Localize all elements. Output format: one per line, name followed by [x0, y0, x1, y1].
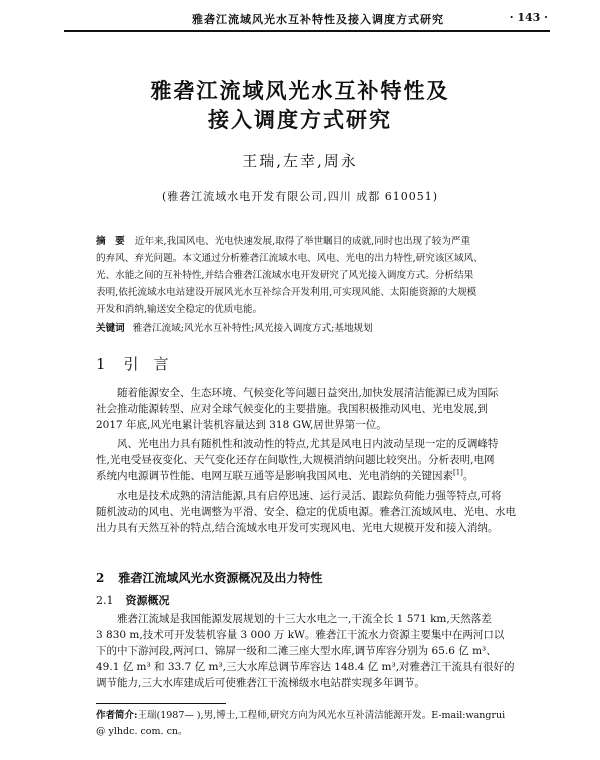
- abstract-line-3: 光、水能之间的互补特性,并结合雅砻江流域水电开发研究了风光接入调度方式。分析结果: [96, 270, 474, 281]
- abstract-label: 摘 要: [96, 236, 125, 247]
- footnote-line-1: [96, 708, 552, 724]
- footnote-text-1: 王瑞(1987— ),男,博士,工程师,研究方向为风光水互补清洁能源开发。E-mail:wangrui: [137, 710, 506, 721]
- citation-ref: [1]: [453, 468, 463, 477]
- intro-p2-line-1: 风、光电出力具有随机性和波动性的特点,尤其是风电日内波动呈现一定的反调峰特: [117, 438, 499, 450]
- abstract-line-5: 开发和消纳,输送安全稳定的优质电能。: [96, 304, 263, 315]
- resource-p1-line-3: 下的中下游河段,两河口、锦屏一级和二滩三座大型水库,调节库容分别为 65.6 亿 m³、: [96, 645, 497, 657]
- intro-p1-line-3: 2017 年底,风光电累计装机容量达到 318 GW,居世界第一位。: [96, 419, 387, 431]
- subsection-2-1-number: 2.1: [96, 594, 114, 607]
- paper-title-line-1: 雅砻江流域风光水互补特性及: [150, 79, 450, 103]
- footnote-label: 作者简介:: [96, 710, 138, 721]
- page-number: · 143 ·: [509, 11, 548, 24]
- keywords: [96, 320, 546, 334]
- intro-p2-line-3-text: 系统内电源调节性能、电网互联互通等是影响我国风电、光电消纳的关键因素: [96, 470, 453, 482]
- resource-p1-line-2: 3 830 m,技术可开发装机容量 3 000 万 kW。雅砻江干流水力资源主要集中在两河口以: [96, 629, 505, 641]
- section-2-heading: [96, 569, 322, 586]
- intro-p2-end: 。: [462, 470, 474, 482]
- running-title: 雅砻江流域风光水互补特性及接入调度方式研究: [192, 13, 444, 26]
- authors: 王瑞,左幸,周永: [242, 152, 358, 170]
- intro-p1-line-2: 社会推动能源转型、应对全球气候变化的主要措施。我国积极推动风电、光电发展,到: [96, 403, 488, 415]
- section-2-title: 雅砻江流域风光水资源概况及出力特性: [118, 571, 323, 585]
- intro-p2-line-2: 性,光电受昼夜变化、天气变化还存在间歇性,大规模消纳问题比较突出。分析表明,电网: [96, 454, 495, 466]
- resource-p1-line-4: 49.1 亿 m³ 和 33.7 亿 m³,三大水库总调节库容达 148.4 亿 m³,对雅砻江干流具有很好的: [96, 661, 515, 673]
- footnote-divider: [96, 703, 226, 704]
- resource-p1-line-5: 调节能力,三大水库建成后可使雅砻江干流梯级水电站群实现多年调节。: [96, 677, 425, 689]
- affiliation: (雅砻江流域水电开发有限公司,四川 成都 610051): [161, 190, 439, 203]
- keywords-label: 关键词: [96, 323, 125, 334]
- section-1-heading: [96, 353, 169, 374]
- section-1-title: 引 言: [123, 355, 169, 373]
- author-footnote: [96, 708, 552, 740]
- abstract-line-4: 表明,依托流域水电站建设开展风光水互补综合开发利用,可实现风能、太阳能资源的大规模: [96, 287, 477, 298]
- abstract-line-2: 的弃风、弃光问题。本文通过分析雅砻江流域水电、风电、光电的出力特性,研究该区域风、: [96, 253, 483, 264]
- section-1-number: 1: [96, 355, 106, 373]
- running-header: [64, 8, 550, 32]
- intro-p3-line-1: 水电是技术成熟的清洁能源,具有启停迅速、运行灵活、跟踪负荷能力强等特点,可将: [117, 490, 502, 502]
- keywords-text: 雅砻江流域;风光水互补特性;风光接入调度方式;基地规划: [132, 323, 373, 334]
- subsection-2-1-title: 资源概况: [125, 594, 170, 607]
- subsection-2-1-heading: [96, 592, 170, 608]
- abstract-line-1: [96, 233, 538, 250]
- intro-p2-line-3: [96, 468, 550, 484]
- footnote-line-2: @ ylhdc. com. cn。: [96, 726, 188, 737]
- abstract-text-1: 近年来,我国风电、光电快速发展,取得了举世瞩目的成就,同时也出现了较为严重: [134, 236, 471, 247]
- paper-title-line-2: 接入调度方式研究: [208, 108, 392, 132]
- section-2-number: 2: [96, 571, 105, 585]
- resource-p1-line-1: 雅砻江流域是我国能源发展规划的十三大水电之一,干流全长 1 571 km,天然落差: [117, 613, 492, 625]
- intro-p3-line-3: 出力具有天然互补的特点,结合流域水电开发可实现风电、光电大规模开发和接入消纳。: [96, 522, 499, 534]
- intro-p1-line-1: 随着能源安全、生态环境、气候变化等问题日益突出,加快发展清洁能源已成为国际: [117, 387, 499, 399]
- intro-p3-line-2: 随机波动的风电、光电调整为平滑、安全、稳定的优质电源。雅砻江流域风电、光电、水电: [96, 506, 516, 518]
